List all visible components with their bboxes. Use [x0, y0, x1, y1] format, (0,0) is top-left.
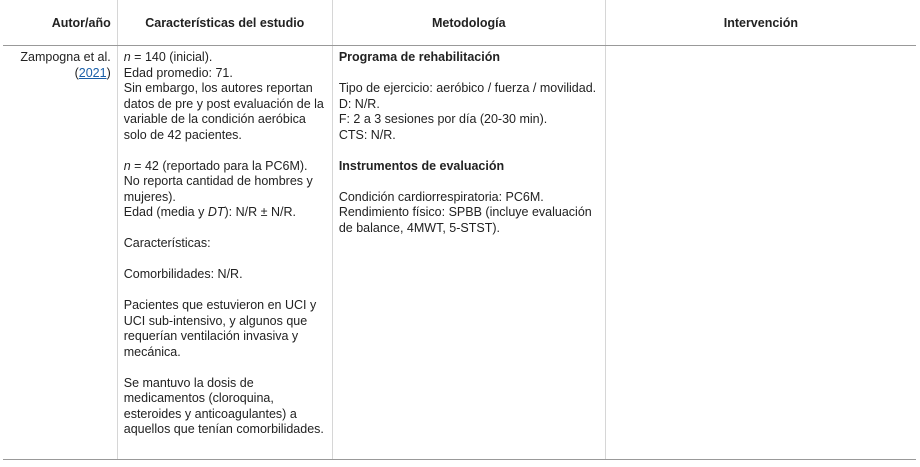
duration: D: N/R. [338, 96, 380, 111]
program-title: Programa de rehabilitación [338, 50, 500, 64]
header-methodology: Metodología [332, 0, 605, 46]
characteristics-label: Características: [123, 236, 211, 250]
medication-note: Se mantuvo la dosis de medicamentos (cloroquina, esteroides y anticoagulantes) a aquellos que tenían comorbilidades. [123, 375, 324, 436]
cardio-condition: Condición cardiorrespiratoria: PC6M. [338, 189, 544, 204]
author-cell: Zampogna et al. (2021) [3, 46, 117, 460]
age-average: Edad promedio: 71. [123, 65, 233, 80]
instruments-title: Instrumentos de evaluación [338, 158, 505, 173]
exercise-type: Tipo de ejercicio: aeróbico / fuerza / movilidad. [338, 81, 597, 95]
age-stats: Edad (media y DT): N/R ± N/R. [123, 205, 296, 219]
header-intervention: Intervención [605, 0, 916, 46]
comorbidities: Comorbilidades: N/R. [123, 267, 243, 281]
table-header-row [3, 0, 916, 46]
study-table [3, 0, 916, 460]
sex-note: No reporta cantidad de hombres y mujeres). [123, 174, 313, 204]
n-initial: n = 140 (inicial). [123, 50, 213, 64]
methodology-cell [332, 46, 605, 460]
table-row [3, 46, 916, 460]
author-name: Zampogna et al. [20, 50, 111, 64]
physical-performance: Rendimiento físico: SPBB (incluye evaluación de balance, 4MWT, 5-STST). [338, 205, 592, 235]
year-citation-link[interactable]: 2021 [78, 65, 107, 80]
characteristics-cell [117, 46, 332, 460]
header-author-year: Autor/año [3, 0, 117, 46]
frequency: F: 2 a 3 sesiones por día (20-30 min). [338, 112, 548, 126]
header-study-characteristics: Características del estudio [117, 0, 332, 46]
cts: CTS: N/R. [338, 127, 396, 142]
note-text: Sin embargo, los autores reportan datos de pre y post evaluación de la variable de la condición aeróbica solo de 42 pacientes. [123, 81, 324, 142]
n-reported: n = 42 (reportado para la PC6M). [123, 158, 308, 173]
intervention-cell [605, 46, 916, 460]
patients-description: Pacientes que estuvieron en UCI y UCI sub-intensivo, y algunos que requerían ventilación invasiva y mecánica. [123, 298, 317, 359]
